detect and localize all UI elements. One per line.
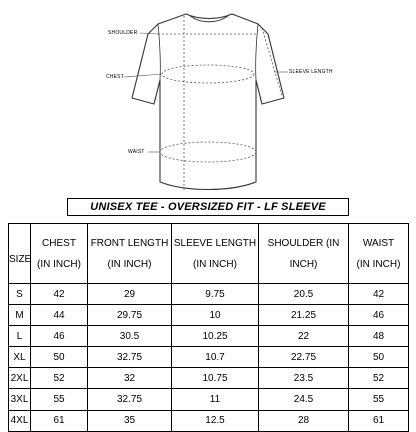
cell-sleeve-length: 12.5 [172, 410, 259, 431]
cell-front-length: 35 [88, 410, 172, 431]
table-row [9, 410, 409, 431]
cell-waist: 50 [349, 347, 409, 368]
cell-front-length: 32.75 [88, 347, 172, 368]
table-header-row [9, 224, 409, 284]
cell-chest: 42 [31, 284, 88, 305]
title-banner [67, 198, 349, 216]
cell-size: 2XL [9, 368, 31, 389]
cell-sleeve-length: 11 [172, 389, 259, 410]
left-sleeve-seam [158, 24, 160, 80]
chest-measure-ellipse [162, 65, 254, 83]
header-chest: CHEST (IN INCH) [31, 224, 88, 284]
cell-waist: 48 [349, 326, 409, 347]
cell-size: 3XL [9, 389, 31, 410]
cell-waist: 55 [349, 389, 409, 410]
cell-chest: 61 [31, 410, 88, 431]
cell-size: 4XL [9, 410, 31, 431]
tshirt-body-outline [132, 14, 284, 190]
cell-size: L [9, 326, 31, 347]
cell-sleeve-length: 10.7 [172, 347, 259, 368]
table-row [9, 326, 409, 347]
table-row [9, 389, 409, 410]
cell-shoulder: 22.75 [259, 347, 349, 368]
sleeve-measure-line [262, 28, 282, 96]
cell-shoulder: 20.5 [259, 284, 349, 305]
tshirt-diagram [0, 0, 416, 196]
cell-chest: 52 [31, 368, 88, 389]
cell-sleeve-length: 10 [172, 305, 259, 326]
product-title: UNISEX TEE - OVERSIZED FIT - LF SLEEVE [90, 201, 326, 213]
cell-size: M [9, 305, 31, 326]
cell-sleeve-length: 9.75 [172, 284, 259, 305]
sleeve-length-label: SLEEVE LENGTH [289, 69, 333, 75]
cell-front-length: 32 [88, 368, 172, 389]
table-body [9, 284, 409, 432]
table-row [9, 284, 409, 305]
cell-chest: 55 [31, 389, 88, 410]
cell-front-length: 32.75 [88, 389, 172, 410]
cell-sleeve-length: 10.75 [172, 368, 259, 389]
header-waist: WAIST (IN INCH) [349, 224, 409, 284]
cell-chest: 50 [31, 347, 88, 368]
table-row [9, 305, 409, 326]
chest-leader-line [124, 74, 162, 77]
header-front-length: FRONT LENGTH (IN INCH) [88, 224, 172, 284]
waist-measure-ellipse [160, 142, 256, 162]
cell-waist: 61 [349, 410, 409, 431]
table-row [9, 368, 409, 389]
cell-front-length: 29 [88, 284, 172, 305]
cell-sleeve-length: 10.25 [172, 326, 259, 347]
cell-size: XL [9, 347, 31, 368]
cell-chest: 44 [31, 305, 88, 326]
cell-front-length: 29.75 [88, 305, 172, 326]
waist-label: WAIST [128, 149, 145, 155]
cell-waist: 46 [349, 305, 409, 326]
shoulder-label: SHOULDER [108, 30, 138, 36]
header-shoulder: SHOULDER (IN INCH) [259, 224, 349, 284]
cell-waist: 52 [349, 368, 409, 389]
cell-shoulder: 24.5 [259, 389, 349, 410]
chest-label: CHEST [106, 74, 124, 80]
tshirt-outline-svg [0, 0, 416, 196]
cell-front-length: 30.5 [88, 326, 172, 347]
cell-shoulder: 23.5 [259, 368, 349, 389]
cell-chest: 46 [31, 326, 88, 347]
cell-shoulder: 28 [259, 410, 349, 431]
cell-shoulder: 22 [259, 326, 349, 347]
header-size: SIZE [9, 224, 31, 284]
size-chart-table [8, 223, 409, 432]
right-sleeve-seam [256, 24, 258, 80]
cell-waist: 42 [349, 284, 409, 305]
cell-shoulder: 21.25 [259, 305, 349, 326]
header-sleeve-length: SLEEVE LENGTH (IN INCH) [172, 224, 259, 284]
cell-size: S [9, 284, 31, 305]
table-row [9, 347, 409, 368]
